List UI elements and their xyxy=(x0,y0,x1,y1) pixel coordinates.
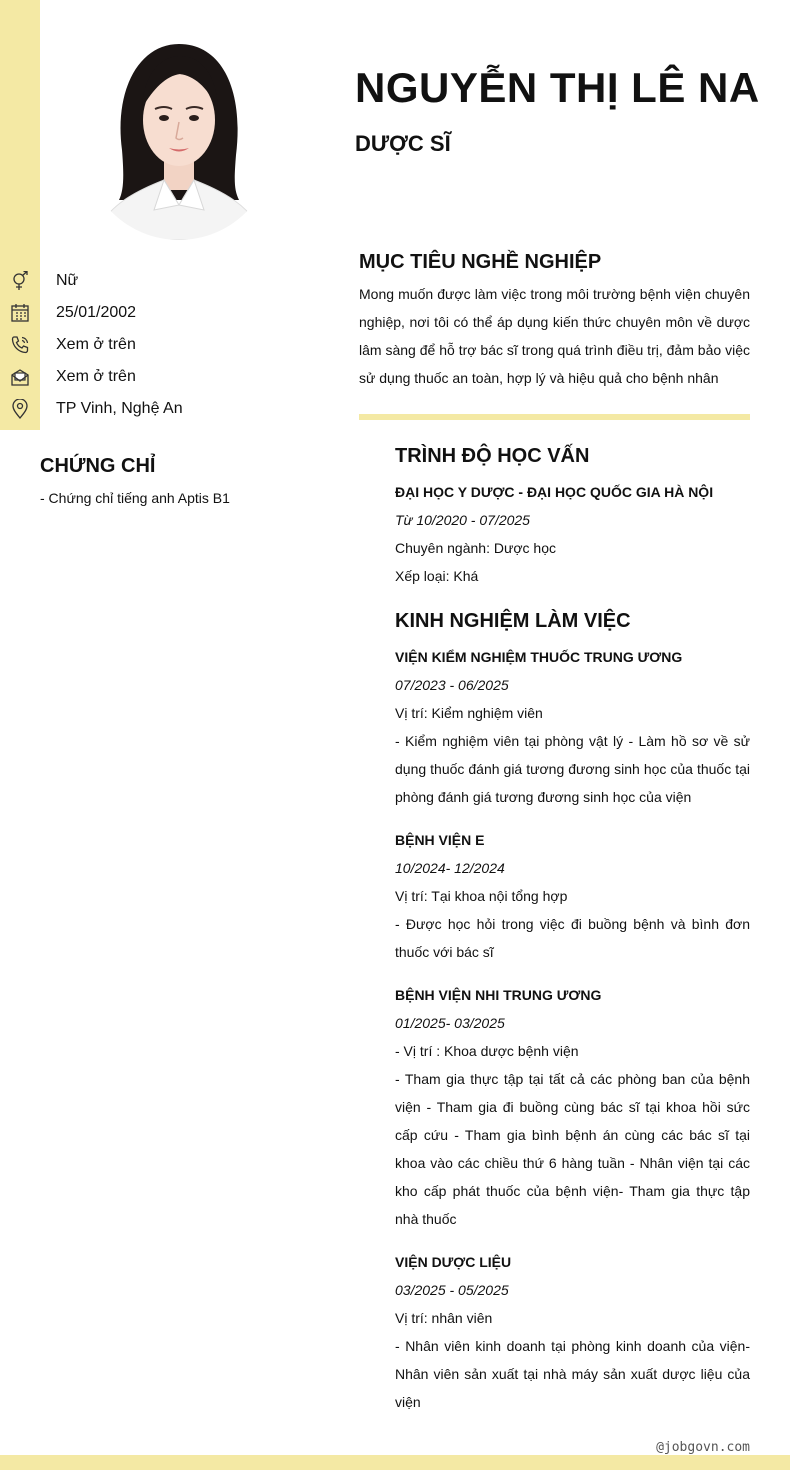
experience-org: BỆNH VIỆN E xyxy=(395,832,485,848)
education-grade: Xếp loại: Khá xyxy=(395,568,479,584)
gender-row xyxy=(0,265,340,297)
candidate-name: NGUYỄN THỊ LÊ NA xyxy=(355,64,760,111)
experience-heading: KINH NGHIỆM LÀM VIỆC xyxy=(395,610,631,632)
phone-value: Xem ở trên xyxy=(56,336,136,353)
experience-period: 01/2025- 03/2025 xyxy=(395,1015,505,1031)
main-column xyxy=(395,445,750,1431)
education-school: ĐẠI HỌC Y DƯỢC - ĐẠI HỌC QUỐC GIA HÀ NỘI xyxy=(395,484,714,500)
certificates-heading: CHỨNG CHỈ xyxy=(40,455,156,477)
email-value: Xem ở trên xyxy=(56,368,136,385)
education-major: Chuyên ngành: Dược học xyxy=(395,540,556,556)
experience-item xyxy=(395,1248,750,1416)
experience-period: 10/2024- 12/2024 xyxy=(395,860,505,876)
certificates-section xyxy=(40,455,330,506)
birthdate-row xyxy=(0,297,340,329)
profile-photo xyxy=(84,30,274,240)
experience-org: VIỆN KIỂM NGHIỆM THUỐC TRUNG ƯƠNG xyxy=(395,649,683,665)
experience-item xyxy=(395,643,750,811)
address-value: TP Vinh, Nghệ An xyxy=(56,400,183,417)
email-row xyxy=(0,361,340,393)
mail-icon xyxy=(0,361,40,393)
experience-org: VIỆN DƯỢC LIỆU xyxy=(395,1254,512,1270)
gender-value: Nữ xyxy=(56,272,79,289)
phone-icon xyxy=(0,329,40,361)
job-title: DƯỢC SĨ xyxy=(355,131,451,156)
contact-info xyxy=(0,265,340,425)
experience-role: Vị trí: Tại khoa nội tổng hợp xyxy=(395,888,568,904)
experience-section xyxy=(395,610,750,1416)
education-heading: TRÌNH ĐỘ HỌC VẤN xyxy=(395,445,590,467)
experience-period: 03/2025 - 05/2025 xyxy=(395,1282,509,1298)
experience-role: Vị trí: nhân viên xyxy=(395,1310,493,1326)
address-row xyxy=(0,393,340,425)
calendar-icon xyxy=(0,297,40,329)
location-icon xyxy=(0,393,40,425)
certificate-item: - Chứng chỉ tiếng anh Aptis B1 xyxy=(40,490,230,506)
objective-heading: MỤC TIÊU NGHỀ NGHIỆP xyxy=(359,251,602,273)
bottom-accent-bar xyxy=(0,1455,790,1470)
experience-desc: - Kiểm nghiệm viên tại phòng vật lý - Làm hồ sơ về sử dụng thuốc đánh giá tương đương sinh học của thuốc tại phòng đánh giá tương đương sinh học của viện xyxy=(395,733,750,805)
objective-text: Mong muốn được làm việc trong môi trường bệnh viện chuyên nghiệp, nơi tôi có thể áp dụng kiến thức chuyên môn về dược lâm sàng để hỗ trợ bác sĩ trong quá trình điều trị, đảm bảo việc sử dụng thuốc an toàn, hợp lý và hiệu quả cho bệnh nhân xyxy=(359,286,750,386)
footer-watermark: @jobgovn.com xyxy=(656,1440,750,1455)
experience-desc: - Nhân viên kinh doanh tại phòng kinh doanh của viện- Nhân viên sản xuất tại nhà máy sản xuất dược liệu của viện xyxy=(395,1338,750,1410)
phone-row xyxy=(0,329,340,361)
birthdate-value: 25/01/2002 xyxy=(56,304,137,321)
experience-period: 07/2023 - 06/2025 xyxy=(395,677,509,693)
gender-icon xyxy=(0,265,40,297)
experience-desc: - Được học hỏi trong việc đi buồng bệnh và bình đơn thuốc với bác sĩ xyxy=(395,916,750,960)
section-divider xyxy=(359,414,750,420)
experience-role: - Vị trí : Khoa dược bệnh viện xyxy=(395,1043,579,1059)
experience-role: Vị trí: Kiểm nghiệm viên xyxy=(395,705,543,721)
objective-section xyxy=(359,251,750,392)
education-section xyxy=(395,445,750,590)
experience-item xyxy=(395,981,750,1233)
experience-item xyxy=(395,826,750,966)
experience-org: BỆNH VIỆN NHI TRUNG ƯƠNG xyxy=(395,987,602,1003)
education-period: Từ 10/2020 - 07/2025 xyxy=(395,512,530,528)
experience-desc: - Tham gia thực tập tại tất cả các phòng ban của bệnh viện - Tham gia đi buồng cùng bác sĩ tại khoa hồi sức cấp cứu - Tham gia bình bệnh án cùng các bác sĩ tại khoa vào các chiều thứ 6 hàng tuần - Nhân viện tại các kho cấp phát thuốc của bệnh viện- Tham gia thực tập nhà thuốc xyxy=(395,1071,750,1227)
